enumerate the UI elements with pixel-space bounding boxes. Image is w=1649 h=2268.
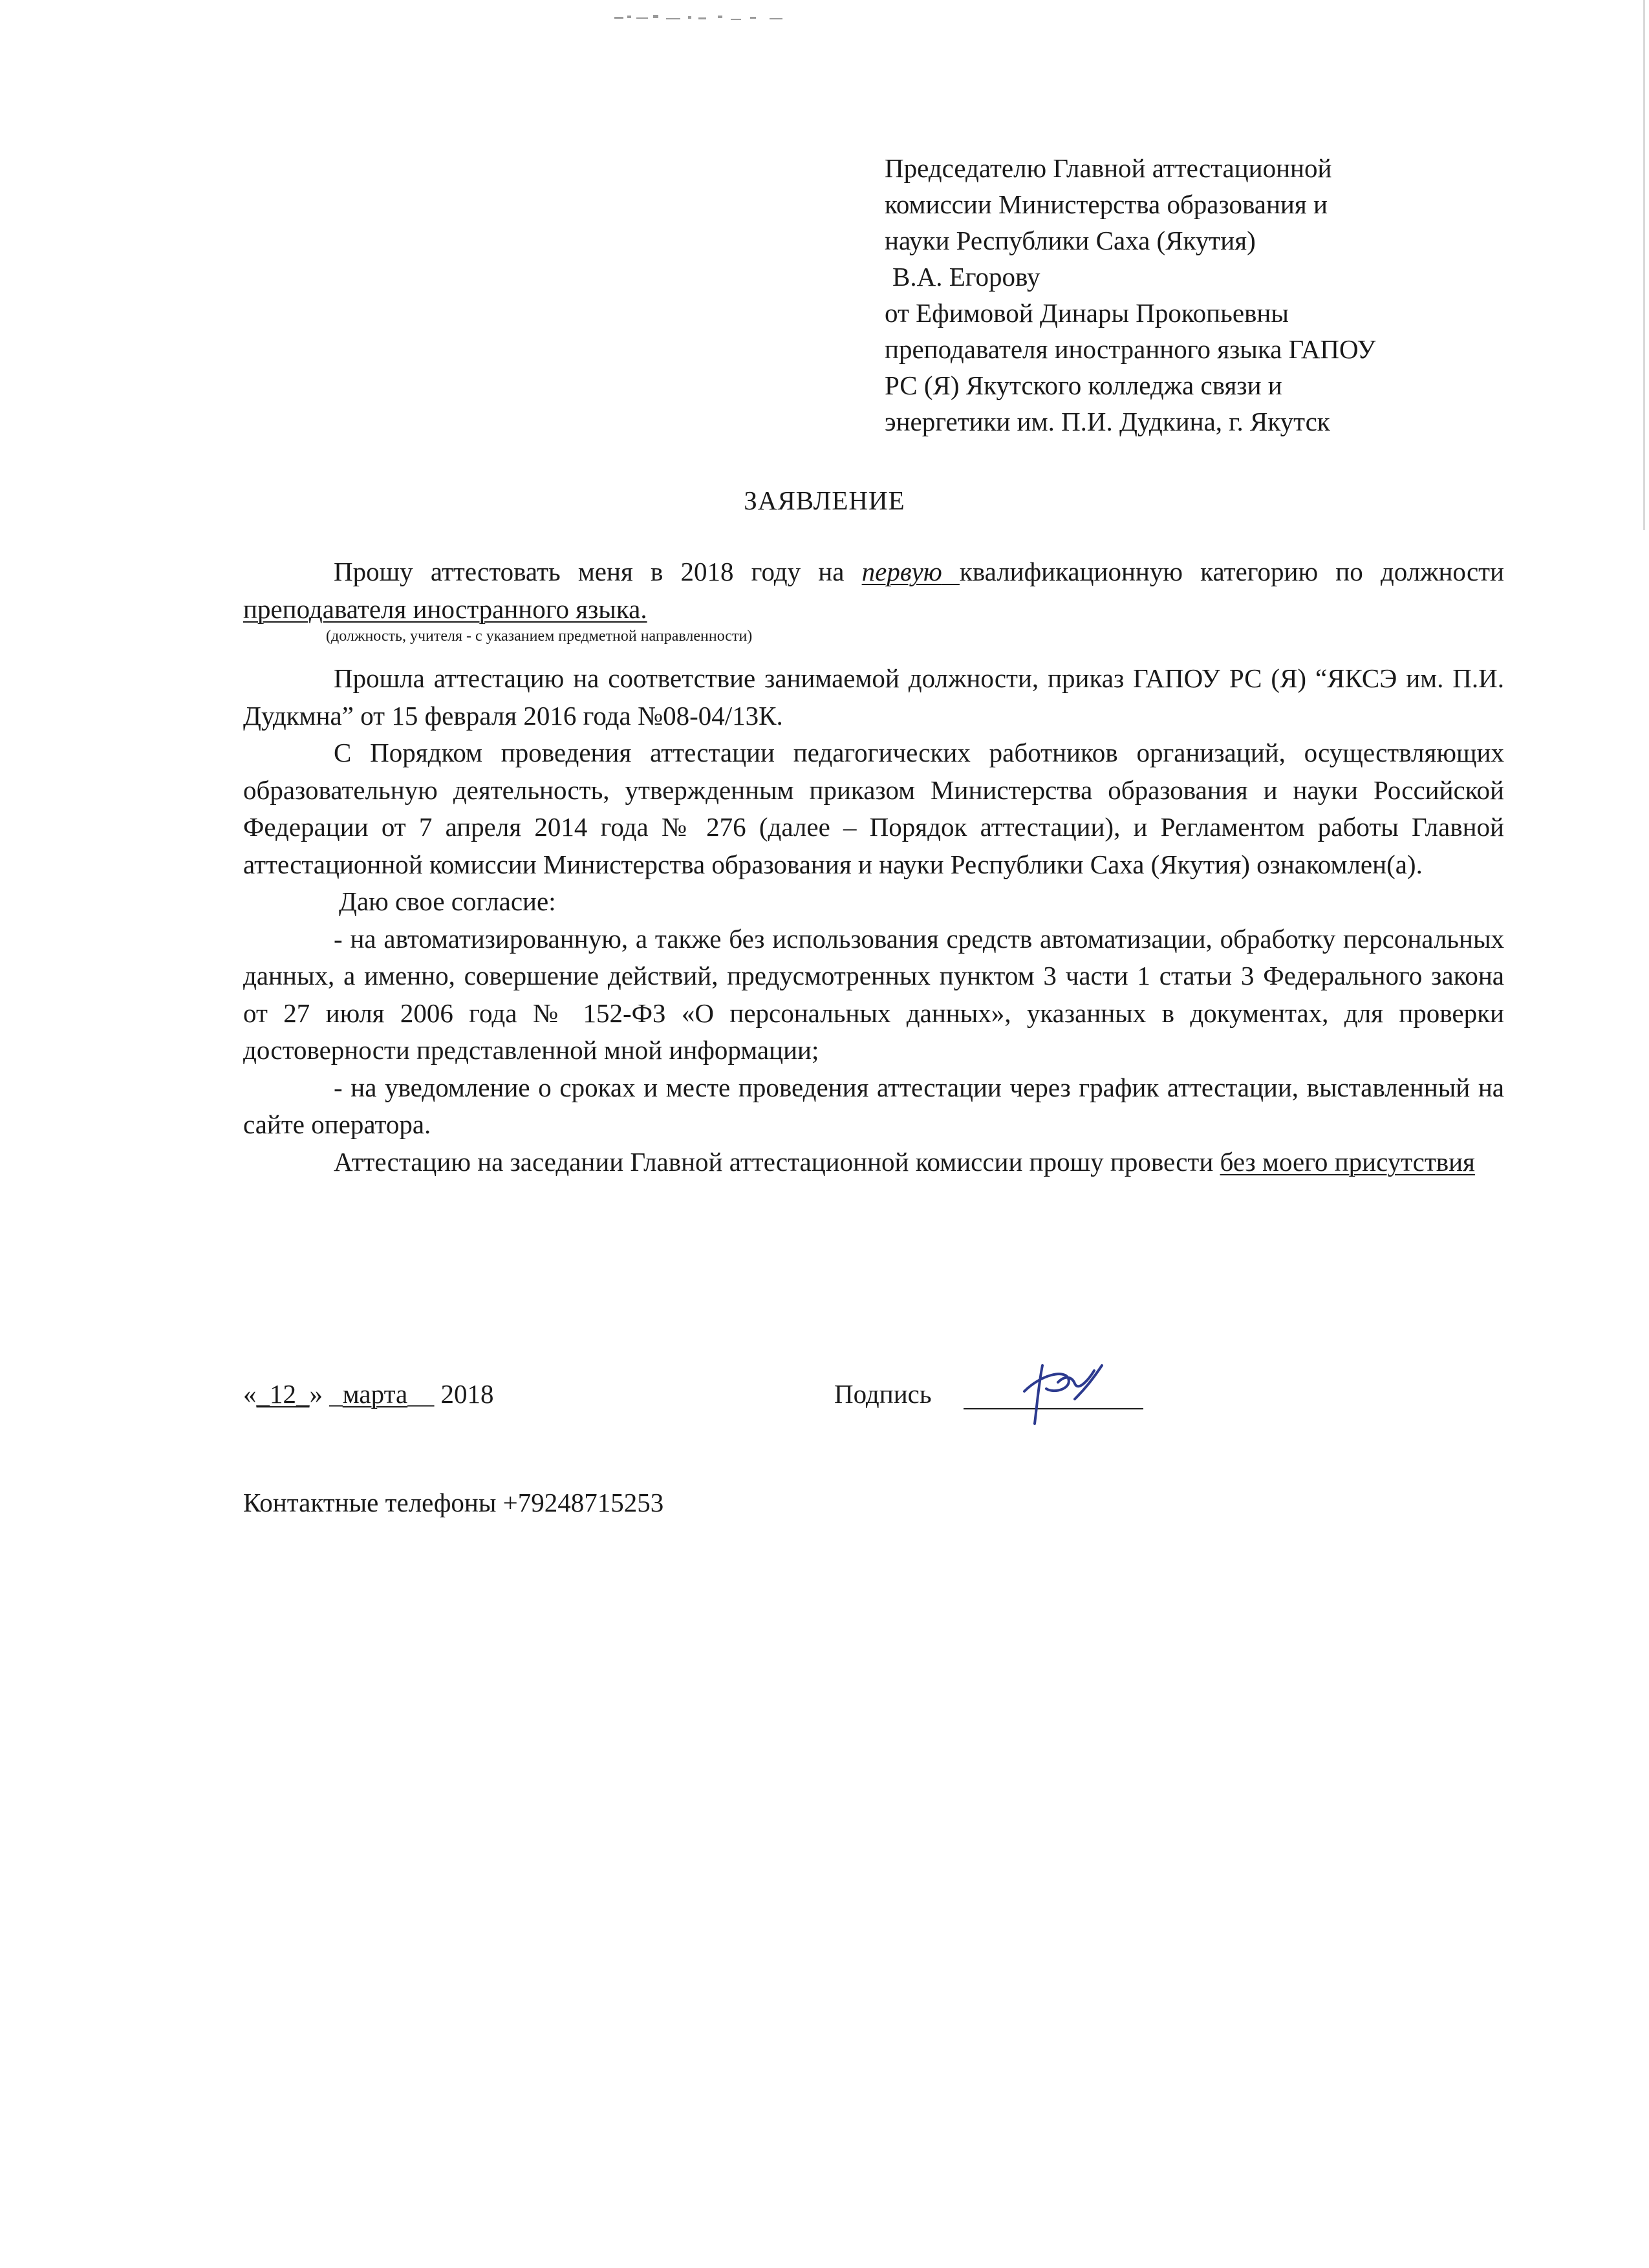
position-note: (должность, учителя - с указанием предметной направленности) — [326, 628, 753, 645]
category-value: первую — [861, 557, 942, 586]
contact-phones: Контактные телефоны +79248715253 — [243, 1488, 664, 1517]
attendance-paragraph — [243, 1144, 1504, 1181]
date-day: _12_ — [256, 1379, 310, 1409]
signature-label: Подпись — [834, 1379, 932, 1409]
addressee-line: В.А. Егорову — [892, 262, 1040, 292]
position-value: преподавателя иностранного языка. — [243, 594, 647, 624]
addressee-block — [885, 150, 1531, 440]
scan-noise — [608, 12, 802, 26]
addressee-line: науки Республики Саха (Якутия) — [885, 226, 1256, 255]
consent-intro: Даю свое согласие: — [339, 886, 556, 916]
scan-edge-line — [1643, 0, 1645, 530]
document-body — [243, 553, 1504, 1181]
addressee-line: РС (Я) Якутского колледжа связи и — [885, 370, 1282, 400]
consent-personal-data: - на автоматизированную, а также без использования средств автоматизации, обработку персональных данных, а именно, совершение действий, предусмотренных пунктом 3 части 1 статьи 3 Федерального закона от 27 июля 2006 года № 152-ФЗ «О персональных данных», указанных в документах, для проверки достоверности представленной мной информации; — [243, 923, 1504, 1065]
attendance-choice: без моего присутствия — [1220, 1146, 1475, 1177]
consent-notification: - на уведомление о сроках и месте проведения аттестации через график аттестации, выставленный на сайте оператора. — [243, 1072, 1504, 1139]
addressee-line: Председателю Главной аттестационной — [885, 153, 1332, 183]
document-title: ЗАЯВЛЕНИЕ — [744, 486, 905, 515]
attendance-prefix: Аттестацию на заседании Главной аттестационной комиссии прошу провести — [334, 1146, 1214, 1177]
addressee-line: преподавателя иностранного языка ГАПОУ — [885, 334, 1376, 364]
addressee-line: от Ефимовой Динары Прокопьевны — [885, 298, 1289, 328]
date-month: марта — [342, 1379, 408, 1409]
date-year: __ 2018 — [407, 1379, 494, 1409]
previous-attestation-paragraph: Прошла аттестацию на соответствие занимаемой должности, приказ ГАПОУ РС (Я) “ЯКСЭ им. П.И. Дудкмна” от 15 февраля 2016 года №08-04/13К. — [243, 663, 1504, 731]
familiarized-paragraph: С Порядком проведения аттестации педагогических работников организаций, осуществляющих образовательную деятельность, утвержденным приказом Министерства образования и науки Российской Федерации от 7 апреля 2014 года № 276 (далее – Порядок аттестации), и Регламентом работы Главной аттестационной комиссии Министерства образования и науки Республики Саха (Якутия) ознакомлен(а). — [243, 738, 1504, 879]
handwritten-signature — [996, 1351, 1138, 1435]
request-paragraph — [243, 553, 1504, 628]
addressee-line: энергетики им. П.И. Дудкина, г. Якутск — [885, 407, 1330, 436]
date-separator: » _ — [309, 1379, 343, 1409]
application-date — [243, 1378, 493, 1409]
addressee-line: комиссии Министерства образования и — [885, 189, 1328, 219]
request-middle: квалификационную категорию по должности — [959, 557, 1504, 586]
date-open-quote: « — [243, 1379, 257, 1409]
request-prefix: Прошу аттестовать меня в 2018 году на — [334, 557, 845, 586]
